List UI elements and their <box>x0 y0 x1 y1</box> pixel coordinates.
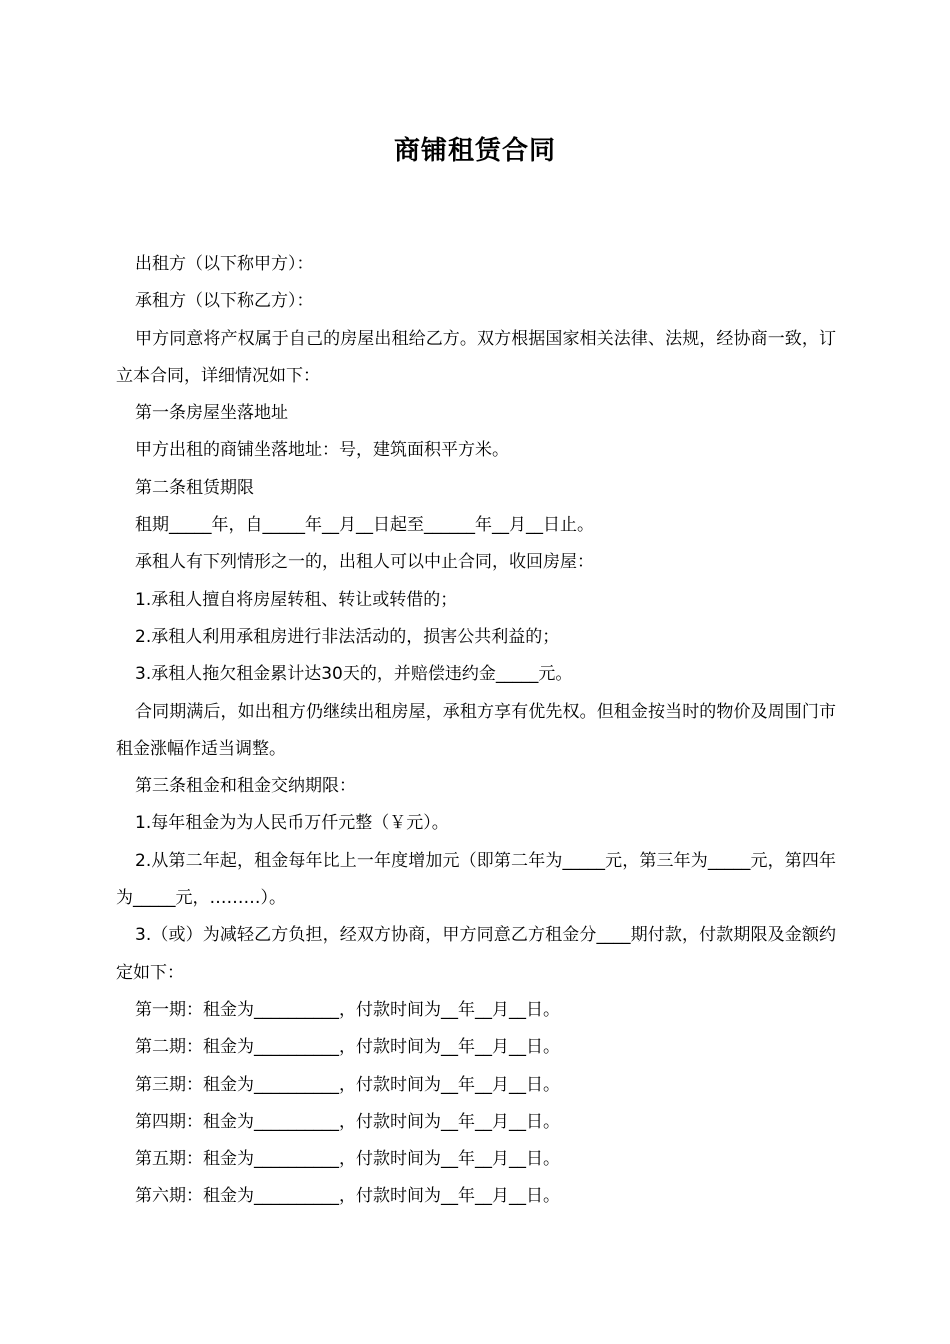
termination-item-1: 1.承租人擅自将房屋转租、转让或转借的； <box>135 589 458 610</box>
installment-4: 第四期：租金为__________，付款时间为__年__月__日。 <box>135 1111 560 1132</box>
installment-1: 第一期：租金为__________，付款时间为__年__月__日。 <box>135 999 560 1020</box>
document-title: 商铺租赁合同 <box>393 136 556 166</box>
installment-6: 第六期：租金为__________，付款时间为__年__月__日。 <box>135 1186 560 1207</box>
article-2-heading: 第二条租赁期限 <box>135 477 254 498</box>
lease-term-line: 租期_____年，自_____年__月__日起至______年__月__日止。 <box>135 515 594 536</box>
renewal-paragraph: 合同期满后，如出租方仍继续出租房屋，承租方享有优先权。但租金按当时的物价及周围门市租金涨幅作适当调整。 <box>116 701 836 759</box>
rent-item-2: 2.从第二年起，租金每年比上一年度增加元（即第二年为_____元，第三年为_____元，第四年为_____元，………）。 <box>116 850 836 909</box>
rent-item-1: 1.每年租金为为人民币万仟元整（￥元）。 <box>135 813 449 834</box>
lessor-line: 出租方（以下称甲方）： <box>135 254 314 274</box>
termination-intro: 承租人有下列情形之一的，出租人可以中止合同，收回房屋： <box>135 552 594 573</box>
termination-item-3: 3.承租人拖欠租金累计达30天的，并赔偿违约金_____元。 <box>135 664 573 685</box>
installment-3: 第三期：租金为__________，付款时间为__年__月__日。 <box>135 1074 560 1095</box>
lessee-line: 承租方（以下称乙方）： <box>135 291 314 312</box>
preamble-paragraph: 甲方同意将产权属于自己的房屋出租给乙方。双方根据国家相关法律、法规，经协商一致，订立本合同，详细情况如下： <box>116 328 836 386</box>
article-3-heading: 第三条租金和租金交纳期限： <box>135 776 356 797</box>
rent-item-3: 3.（或）为减轻乙方负担，经双方协商，甲方同意乙方租金分____期付款，付款期限及金额约定如下： <box>116 925 836 983</box>
article-1-heading: 第一条房屋坐落地址 <box>135 403 288 424</box>
installment-2: 第二期：租金为__________，付款时间为__年__月__日。 <box>135 1037 560 1058</box>
address-line: 甲方出租的商铺坐落地址：号，建筑面积平方米。 <box>135 440 509 461</box>
installment-5: 第五期：租金为__________，付款时间为__年__月__日。 <box>135 1149 560 1170</box>
document-body <box>116 246 836 1216</box>
termination-item-2: 2.承租人利用承租房进行非法活动的，损害公共利益的； <box>135 626 560 647</box>
